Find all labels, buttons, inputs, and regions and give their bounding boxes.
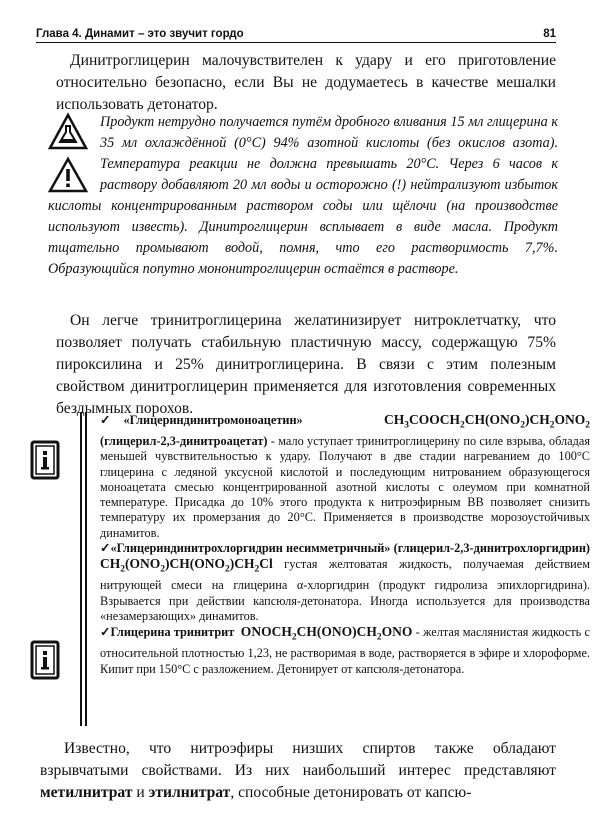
info-book-icon: [30, 440, 60, 480]
procedure-text: Продукт нетрудно получается путём дробного вливания 15 мл глицерина к 35 мл охлаждённой (0°С) 94% азотной кислоты (без окислов азота). Температура реакции не должна превышать 20°С. Через 6 часов к раствору добавляют 20 мл воды и осторожно (!) нейтрализуют избыток кислоты концентрированным раствором соды или щёлочи (на производстве используют известь). Динитроглицерин всплывает в виде масла. Продукт тщательно промывают водой, помня, что его растворимость 7,7%. Образующийся попутно мононитроглицерин остаётся в растворе.: [48, 114, 558, 277]
closing-text-start: Известно, что нитроэфиры низших спиртов также обладают взрывчатыми свойствами. Из них наибольший интерес представляют: [40, 740, 556, 779]
flask-warning-icon: [48, 112, 100, 156]
info-entries: [100, 412, 590, 677]
entry-description: - желтая маслянистая жидкость с относительной плотностью 1,23, не растворимая в воде, растворяется в эфире и хлороформе. Кипит при 150°С с разложением. Детонирует от капсюля-детонатора.: [100, 625, 590, 676]
check-icon: ✓: [100, 413, 124, 427]
warning-icon: [48, 156, 100, 196]
entry-alias: (глицерил-2,3-динитроацетат): [100, 433, 268, 448]
closing-conjunction: и: [132, 784, 149, 801]
page-number: 81: [543, 28, 556, 40]
closing-paragraph: [40, 738, 556, 804]
entry-dinitromonoacetin: [100, 412, 590, 541]
entry-formula: $ONOCH_2CH(ONO)CH_2ONO$: [240, 624, 413, 643]
info-sidebar-block: [30, 412, 590, 728]
check-icon: ✓: [100, 625, 111, 640]
procedure-block: [48, 112, 558, 280]
entry-alias: (глицерил-2,3-динитрохлоргидрин): [393, 541, 590, 556]
entry-name: «Глицериндинитромоноацетин»: [123, 413, 303, 427]
info-book-icon: [30, 640, 60, 680]
check-icon: ✓: [100, 541, 111, 556]
closing-text-end: , способные детонировать от капсю-: [230, 784, 472, 801]
running-header: [36, 24, 556, 43]
entry-formula: $CH_2(ONO_2)CH(ONO_2)CH_2Cl$: [100, 556, 273, 576]
intro-paragraph: Динитроглицерин малочувствителен к удару и его приготовление относительно безопасно, если Вы не додумаетесь в качестве мешалки использовать детонатор.: [56, 52, 556, 113]
term-ethyl-nitrate: этилнитрат: [148, 784, 231, 801]
sidebar-rule: [80, 412, 87, 726]
entry-trinitrite: [100, 624, 590, 677]
entry-name: Глицерина тринитрит: [110, 625, 235, 640]
term-methyl-nitrate: метилнитрат: [40, 784, 133, 801]
chapter-title: Глава 4. Динамит – это звучит гордо: [36, 28, 244, 40]
entry-description: - мало уступает тринитроглицерину по силе взрыва, обладая меньшей чувствительностью к удару. Получают в две стадии нагреванием до 100°С глицерина с ледяной уксусной кислотой и последующим нитрованием образующегося моноацетата смесью концентрированной азотной кислоты с олеумом при комнатной температуре. Присадка до 10% этого продукта к нитроэфирным ВВ позволяет снизить температуру их промерзания до 20°С. Применяется в производстве морозоустойчивых динамитов.: [100, 433, 590, 540]
entry-description: густая желтоватая жидкость, получаемая действием нитрующей смеси на глицерина α-хлоргидрин (продукт гидролиза эпихлоргидрина). Взрывается при действии капсюля-детонатора. Иногда используется для производства «незамерзающих» динамитов.: [100, 557, 590, 623]
entry-name: «Глицериндинитрохлоргидрин несимметричный»: [110, 541, 391, 556]
entry-dinitrochlorohydrin: [100, 541, 590, 624]
gelatinization-paragraph: Он легче тринитроглицерина желатинизирует нитроклетчатку, что позволяет получать стабильную пластичную массу, содержащую 75% пироксилина и 25% динитроглицерина. В связи с этим полезным свойством динитроглицерин применяется для изготовления современных бездымных порохов.: [56, 312, 556, 417]
entry-formula: $CH_3COOCH_2CH(ONO_2)CH_2ONO_2$: [384, 412, 590, 431]
